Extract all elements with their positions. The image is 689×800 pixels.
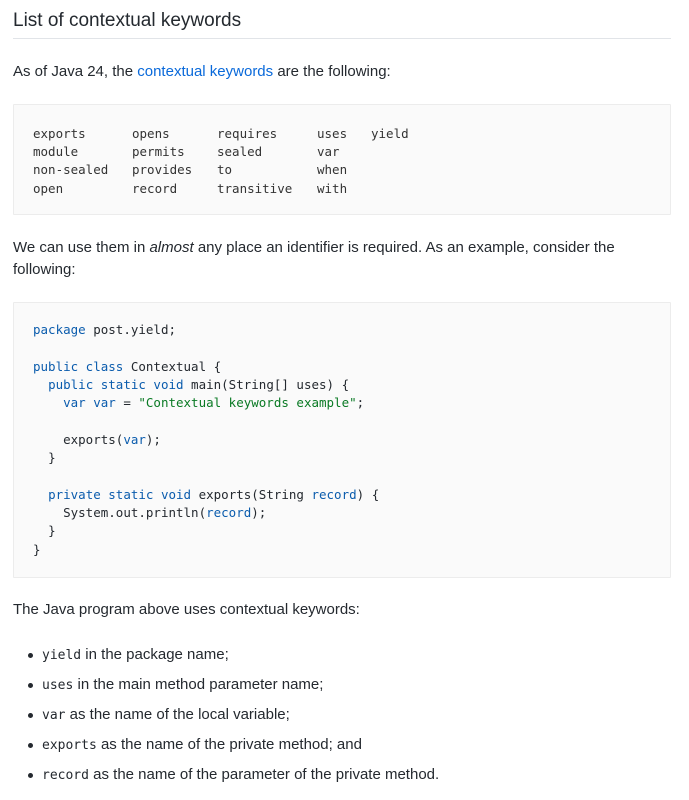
- code-text: ) {: [356, 486, 380, 502]
- keyword-cell: to: [217, 162, 233, 178]
- list-item-text: as the name of the local variable;: [65, 706, 290, 723]
- table-row: [33, 124, 431, 142]
- code-text: main(String[] uses) {: [183, 376, 350, 392]
- list-item-text: as the name of the private method; and: [96, 736, 362, 753]
- bullet-dot-icon: [28, 773, 33, 778]
- list-item: [13, 645, 671, 675]
- usage-paragraph: [13, 237, 671, 281]
- keywords-table: [33, 124, 431, 197]
- keyword-cell: opens: [132, 125, 170, 141]
- list-item: [13, 765, 671, 795]
- code-text: =: [115, 395, 139, 411]
- keyword-cell: [371, 142, 431, 160]
- keyword-cell: [371, 161, 431, 179]
- list-item-code: record: [42, 768, 89, 783]
- code-keyword: package: [33, 322, 86, 337]
- code-keyword: var: [93, 395, 116, 411]
- list-item: [13, 705, 671, 735]
- keyword-cell: when: [317, 162, 348, 178]
- code-text: Contextual {: [123, 358, 222, 374]
- code-keyword: private static void: [48, 486, 192, 502]
- keyword-cell: transitive: [217, 180, 293, 196]
- keyword-cell: uses: [317, 125, 348, 141]
- code-text: }: [48, 523, 56, 539]
- bullet-dot-icon: [28, 713, 33, 718]
- code-text: exports(String: [191, 486, 312, 502]
- usage-emphasis: almost: [149, 239, 194, 256]
- list-item-code: var: [42, 708, 66, 723]
- keyword-cell: requires: [217, 125, 278, 141]
- usage-list: [13, 645, 671, 795]
- code-keyword: public class: [33, 358, 124, 374]
- article: [13, 0, 671, 795]
- keyword-cell: open: [33, 180, 64, 196]
- code-keyword: public static void: [48, 376, 184, 392]
- keyword-cell: [371, 179, 431, 197]
- keyword-cell: with: [317, 180, 348, 196]
- keyword-cell: provides: [132, 162, 193, 178]
- usage-text-after: any place an identifier is required. As an example, consider the following:: [13, 239, 615, 278]
- code-text: System.out.println(: [63, 504, 207, 520]
- code-text: );: [251, 504, 267, 520]
- keyword-cell: yield: [371, 125, 409, 141]
- keyword-cell: record: [132, 180, 178, 196]
- code-text: );: [145, 431, 161, 447]
- table-row: [33, 179, 431, 197]
- section-heading: List of contextual keywords: [13, 10, 671, 39]
- keyword-cell: permits: [132, 143, 185, 159]
- intro-text-after: are the following:: [273, 63, 391, 80]
- bullet-dot-icon: [28, 743, 33, 748]
- code-block: [13, 302, 671, 578]
- code-string: "Contextual keywords example": [138, 395, 357, 411]
- code-variable: record: [206, 504, 252, 520]
- table-row: [33, 142, 431, 160]
- list-item-code: yield: [42, 648, 82, 663]
- keyword-cell: module: [33, 143, 79, 159]
- keyword-cell: sealed: [217, 143, 263, 159]
- code-variable: record: [311, 486, 357, 502]
- table-row: [33, 161, 431, 179]
- bullet-dot-icon: [28, 653, 33, 658]
- code-text: exports(: [63, 431, 124, 447]
- bullet-dot-icon: [28, 683, 33, 688]
- keywords-box: [13, 104, 671, 215]
- contextual-keywords-link[interactable]: contextual keywords: [137, 63, 274, 80]
- code-variable: var: [123, 431, 146, 447]
- usage-text-before: We can use them in: [13, 239, 150, 256]
- keyword-cell: non-sealed: [33, 162, 109, 178]
- code-text: ;: [356, 395, 365, 411]
- list-item: [13, 735, 671, 765]
- code-text: }: [33, 541, 41, 557]
- list-item-code: exports: [42, 738, 97, 753]
- keyword-cell: var: [317, 143, 340, 159]
- list-item-text: in the main method parameter name;: [73, 676, 324, 693]
- list-item-text: in the package name;: [81, 646, 229, 663]
- code-text: post.yield;: [85, 322, 176, 337]
- list-item: [13, 675, 671, 705]
- code-keyword: var: [63, 395, 86, 411]
- intro-text-before: As of Java 24, the: [13, 63, 138, 80]
- summary-paragraph: The Java program above uses contextual keywords:: [13, 601, 360, 618]
- code-text: }: [48, 450, 56, 466]
- list-item-code: uses: [42, 678, 74, 693]
- code-listing: [33, 321, 670, 559]
- keyword-cell: exports: [33, 125, 86, 141]
- intro-paragraph: [13, 61, 671, 83]
- list-item-text: as the name of the parameter of the private method.: [88, 766, 440, 783]
